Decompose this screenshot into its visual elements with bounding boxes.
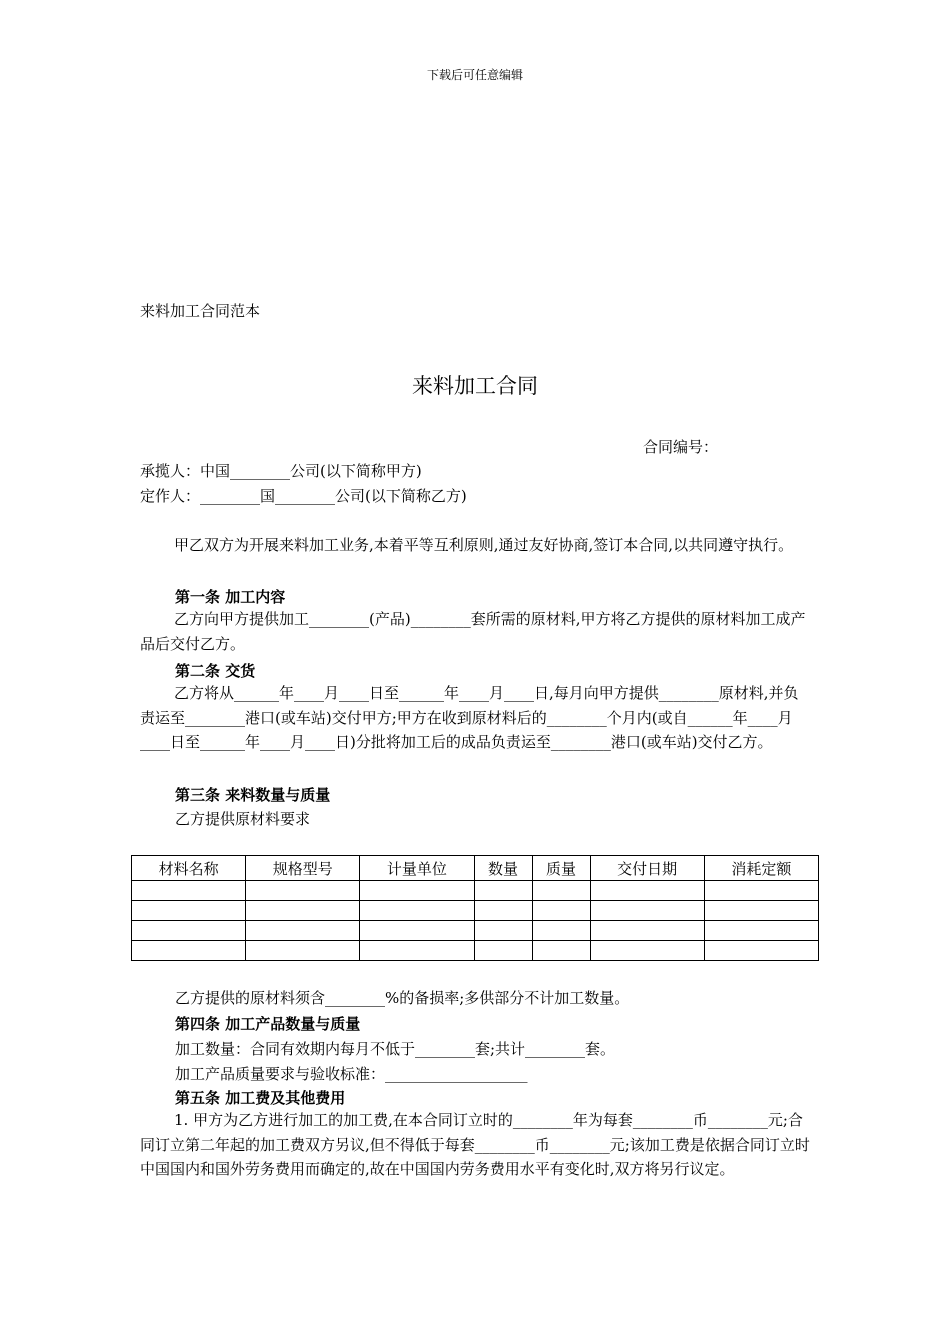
article-3-subheading: 乙方提供原材料要求 xyxy=(175,810,311,828)
column-header: 计量单位 xyxy=(360,856,474,881)
table-cell xyxy=(132,881,246,901)
article-1-heading: 第一条 加工内容 xyxy=(175,588,286,606)
column-header: 消耗定额 xyxy=(704,856,818,881)
column-header: 数量 xyxy=(474,856,532,881)
article-5-heading: 第五条 加工费及其他费用 xyxy=(175,1089,346,1107)
article-3-heading: 第三条 来料数量与质量 xyxy=(175,786,331,804)
processing-quantity-line: 加工数量：合同有效期内每月不低于________套;共计________套。 xyxy=(175,1040,616,1058)
article-4-heading: 第四条 加工产品数量与质量 xyxy=(175,1015,361,1033)
table-cell xyxy=(132,901,246,921)
table-cell xyxy=(704,901,818,921)
table-header-row xyxy=(132,856,819,881)
table-cell xyxy=(474,881,532,901)
column-header: 质量 xyxy=(532,856,590,881)
preamble-paragraph: 甲乙双方为开展来料加工业务,本着平等互利原则,通过友好协商,签订本合同,以共同遵守执行。 xyxy=(174,536,794,554)
table-cell xyxy=(360,901,474,921)
page-title: 来料加工合同 xyxy=(412,374,538,398)
table-cell xyxy=(590,901,704,921)
table-row xyxy=(132,881,819,901)
table-cell xyxy=(132,941,246,961)
table-cell xyxy=(360,921,474,941)
table-cell xyxy=(246,881,360,901)
table-cell xyxy=(246,921,360,941)
table-cell xyxy=(532,921,590,941)
column-header: 材料名称 xyxy=(132,856,246,881)
table-cell xyxy=(590,881,704,901)
table-row xyxy=(132,901,819,921)
table-cell xyxy=(246,941,360,961)
table-cell xyxy=(132,921,246,941)
table-cell xyxy=(474,921,532,941)
table-cell xyxy=(474,901,532,921)
party-a-line: 承揽人：中国________公司(以下简称甲方) xyxy=(140,462,422,480)
table-row xyxy=(132,941,819,961)
table-cell xyxy=(360,941,474,961)
table-cell xyxy=(532,881,590,901)
table-cell xyxy=(704,881,818,901)
column-header: 交付日期 xyxy=(590,856,704,881)
party-b-line: 定作人：________国________公司(以下简称乙方) xyxy=(140,487,467,505)
table-cell xyxy=(704,921,818,941)
document-label: 来料加工合同范本 xyxy=(140,302,261,320)
table-cell xyxy=(590,941,704,961)
article-1-text: 乙方向甲方提供加工________(产品)________套所需的原材料,甲方将乙方提供的原材料加工成产品后交付乙方。 xyxy=(140,610,806,653)
table-cell xyxy=(532,901,590,921)
article-2-heading: 第二条 交货 xyxy=(175,662,256,680)
spare-rate-line: 乙方提供的原材料须含________%的备损率;多供部分不计加工数量。 xyxy=(175,989,630,1007)
table-row xyxy=(132,921,819,941)
article-2-text: 乙方将从______年____月____日至______年____月____日,每月向甲方提供________原材料,并负责运至________港口(或车站)交付甲方;甲方在收到原材料后的________个月内(或自______年____月____日至______年____月____日)分批将加工后的成品负责运至________港口(或车站)交付乙方。 xyxy=(140,684,799,751)
materials-table xyxy=(131,855,819,961)
table-cell xyxy=(360,881,474,901)
header-note: 下载后可任意编辑 xyxy=(426,68,523,82)
table-cell xyxy=(474,941,532,961)
table-cell xyxy=(590,921,704,941)
quality-standard-line: 加工产品质量要求与验收标准：___________________ xyxy=(175,1065,528,1083)
column-header: 规格型号 xyxy=(246,856,360,881)
table-cell xyxy=(532,941,590,961)
table-cell xyxy=(246,901,360,921)
article-5-text: 1. 甲方为乙方进行加工的加工费,在本合同订立时的________年为每套________币________元;合同订立第二年起的加工费双方另议,但不得低于每套________币________元;该加工费是依据合同订立时中国国内和国外劳务费用而确定的,故在中国国内劳务费用水平有变化时,双方将另行议定。 xyxy=(140,1111,810,1178)
contract-number-label: 合同编号： xyxy=(643,438,719,456)
table-cell xyxy=(704,941,818,961)
